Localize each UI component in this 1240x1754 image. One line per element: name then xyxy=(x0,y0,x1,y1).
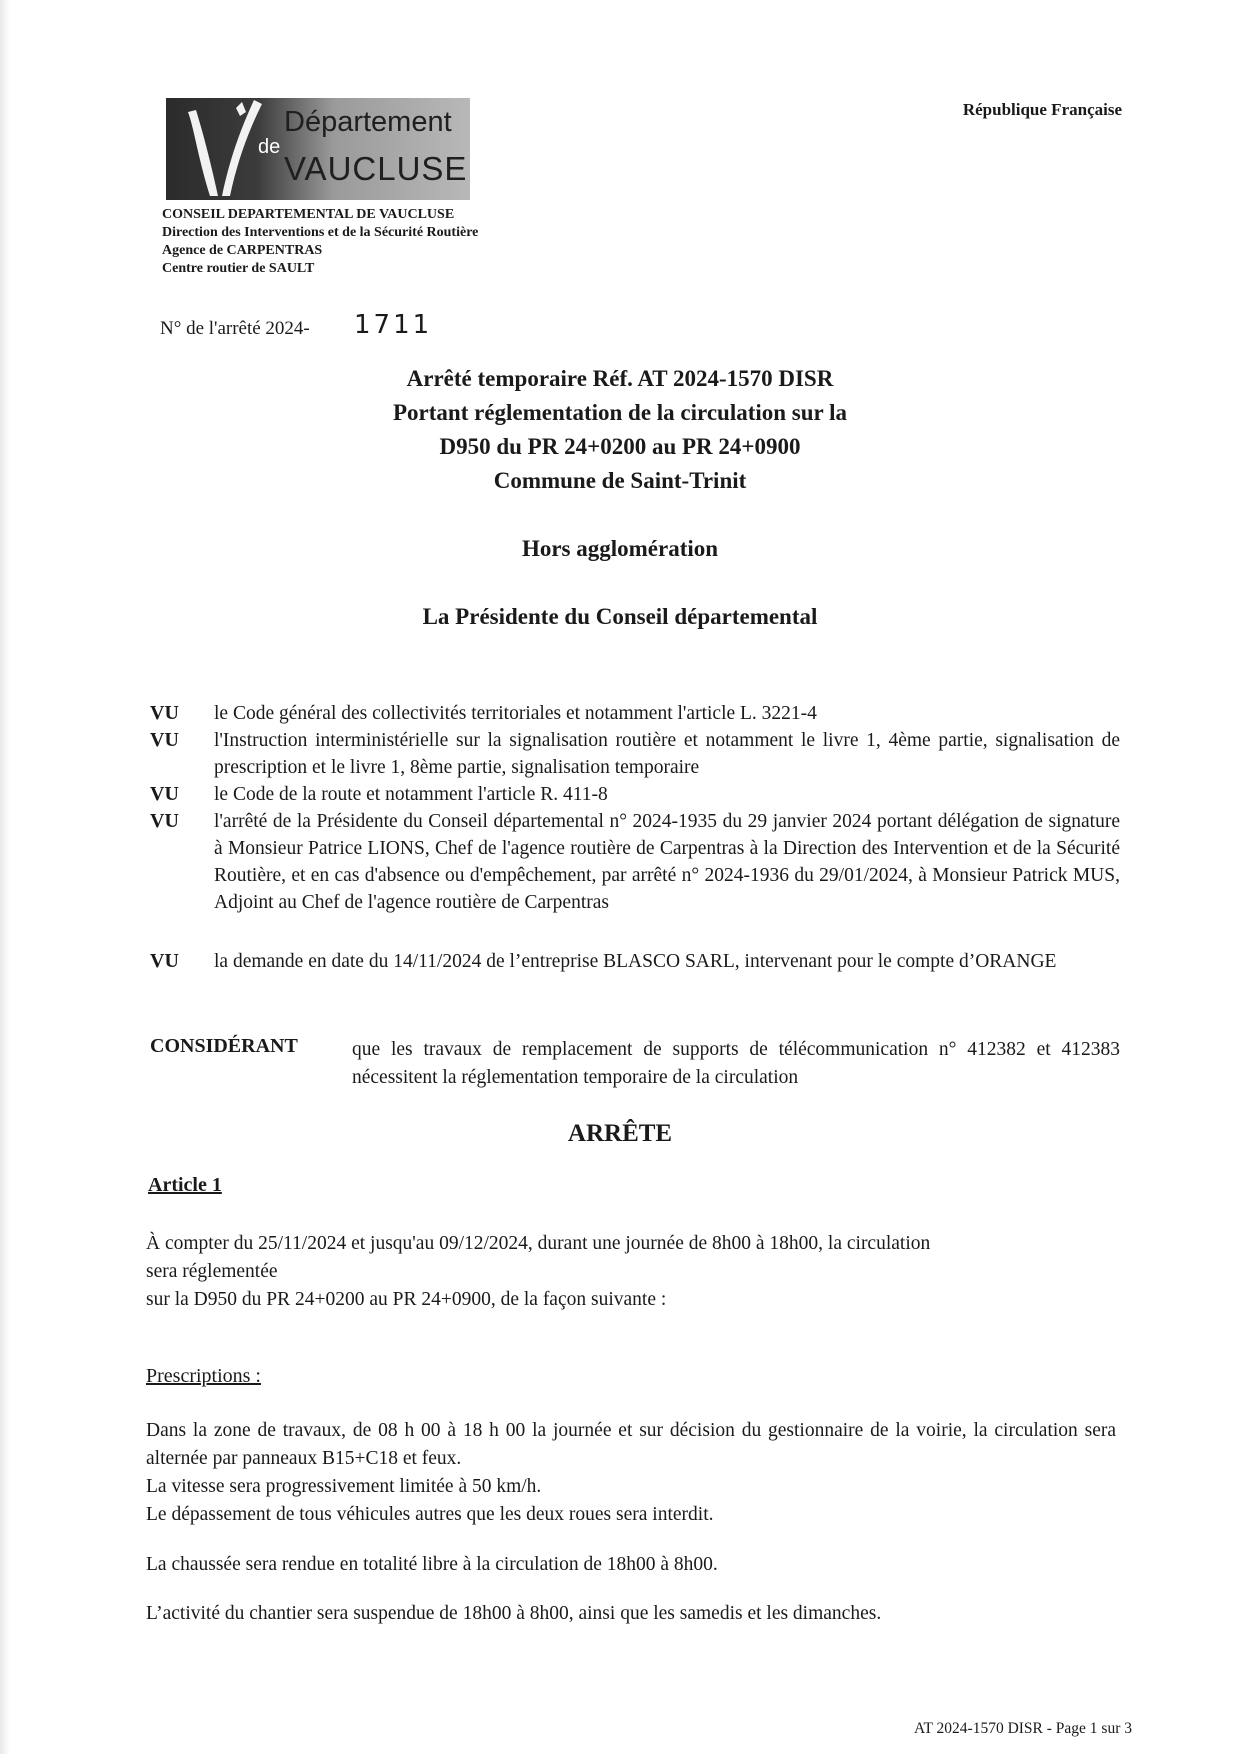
visa-item xyxy=(150,700,1120,727)
prescription-paragraph: L’activité du chantier sera suspendue de 18h00 à 8h00, ainsi que les samedis et les dimanches. xyxy=(146,1603,882,1624)
visa-item xyxy=(150,781,1120,808)
article-1-heading: Article 1 xyxy=(148,1174,222,1196)
visa-text: la demande en date du 14/11/2024 de l’entreprise BLASCO SARL, intervenant pour le compte d’ORANGE xyxy=(214,951,1057,972)
prescriptions-heading: Prescriptions : xyxy=(146,1365,261,1387)
prescription-paragraph: La vitesse sera progressivement limitée à 50 km/h. xyxy=(146,1476,542,1497)
article-1-intro xyxy=(146,1230,1116,1314)
republique-francaise: République Française xyxy=(962,100,1122,119)
visa-item xyxy=(150,727,1120,781)
vaucluse-logo xyxy=(166,98,470,200)
logo-connector-de: de xyxy=(258,136,281,158)
org-line: Direction des Interventions et de la Sécurité Routière xyxy=(162,225,479,240)
article-1-intro-line: À compter du 25/11/2024 et jusqu'au 09/12/2024, durant une journée de 8h00 à 18h00, la circulation xyxy=(146,1233,931,1254)
title-line: Arrêté temporaire Réf. AT 2024-1570 DISR xyxy=(406,366,834,391)
logo-line-departement: Département xyxy=(284,106,452,138)
zone-heading: Hors agglomération xyxy=(521,536,719,561)
visa-text: le Code général des collectivités territoriales et notamment l'article L. 3221-4 xyxy=(214,703,817,724)
decision-heading: ARRÊTE xyxy=(567,1120,673,1147)
title-line: Commune de Saint-Trinit xyxy=(493,468,747,493)
issuing-organization xyxy=(162,206,478,278)
title-line: Portant réglementation de la circulation sur la xyxy=(393,400,847,425)
page-footer: AT 2024-1570 DISR - Page 1 sur 3 xyxy=(914,1720,1132,1737)
arrete-number-handwritten: 1711 xyxy=(354,310,433,340)
visa-key: VU xyxy=(150,950,179,972)
visa-item xyxy=(150,808,1120,916)
visa-key: VU xyxy=(150,729,179,751)
org-line: CONSEIL DEPARTEMENTAL DE VAUCLUSE xyxy=(162,207,455,222)
visa-key: VU xyxy=(150,702,179,724)
org-line: Centre routier de SAULT xyxy=(162,261,315,276)
logo-line-vaucluse: VAUCLUSE xyxy=(284,150,468,187)
considerant-text: que les travaux de remplacement de supports de télécommunication n° 412382 et 412383 nécessitent la réglementation temporaire de la circulation xyxy=(352,1039,1120,1088)
article-1-intro-line: sera réglementée xyxy=(146,1261,278,1282)
org-line: Agence de CARPENTRAS xyxy=(162,243,323,258)
visa-text: le Code de la route et notamment l'article R. 411-8 xyxy=(214,784,608,805)
considerant-key: CONSIDÉRANT xyxy=(150,1035,298,1057)
visa-text: l'arrêté de la Présidente du Conseil départemental n° 2024-1935 du 29 janvier 2024 portant délégation de signature à Monsieur Patrice LIONS, Chef de l'agence routière de Carpentras à la Direction des Intervention et de la Sécurité Routière, et en cas d'absence ou d'empêchement, par arrêté n° 2024-1936 du 29/01/2024, à Monsieur Patrick MUS, Adjoint au Chef de l'agence routière de Carpentras xyxy=(214,811,1120,913)
prescription-paragraph: Dans la zone de travaux, de 08 h 00 à 18 h 00 la journée et sur décision du gestionnaire de la voirie, la circulation sera alternée par panneaux B15+C18 et feux. xyxy=(146,1420,1116,1469)
article-1-intro-line: sur la D950 du PR 24+0200 au PR 24+0900, de la façon suivante : xyxy=(146,1289,667,1310)
scan-edge-shadow xyxy=(0,0,10,1754)
visa-item xyxy=(150,948,1120,975)
visa-key: VU xyxy=(150,783,179,805)
document-title xyxy=(0,362,1240,498)
visa-text: l'Instruction interministérielle sur la signalisation routière et notamment le livre 1, 4ème partie, signalisation de prescription et le livre 1, 8ème partie, signalisation temporaire xyxy=(214,730,1120,778)
title-line: D950 du PR 24+0200 au PR 24+0900 xyxy=(439,434,801,459)
prescription-paragraph: La chaussée sera rendue en totalité libre à la circulation de 18h00 à 8h00. xyxy=(146,1554,718,1575)
authority-heading: La Présidente du Conseil départemental xyxy=(422,604,818,629)
prescription-paragraph: Le dépassement de tous véhicules autres que les deux roues sera interdit. xyxy=(146,1504,714,1525)
visa-key: VU xyxy=(150,810,179,832)
arrete-number-label: N° de l'arrêté 2024- xyxy=(160,318,310,339)
